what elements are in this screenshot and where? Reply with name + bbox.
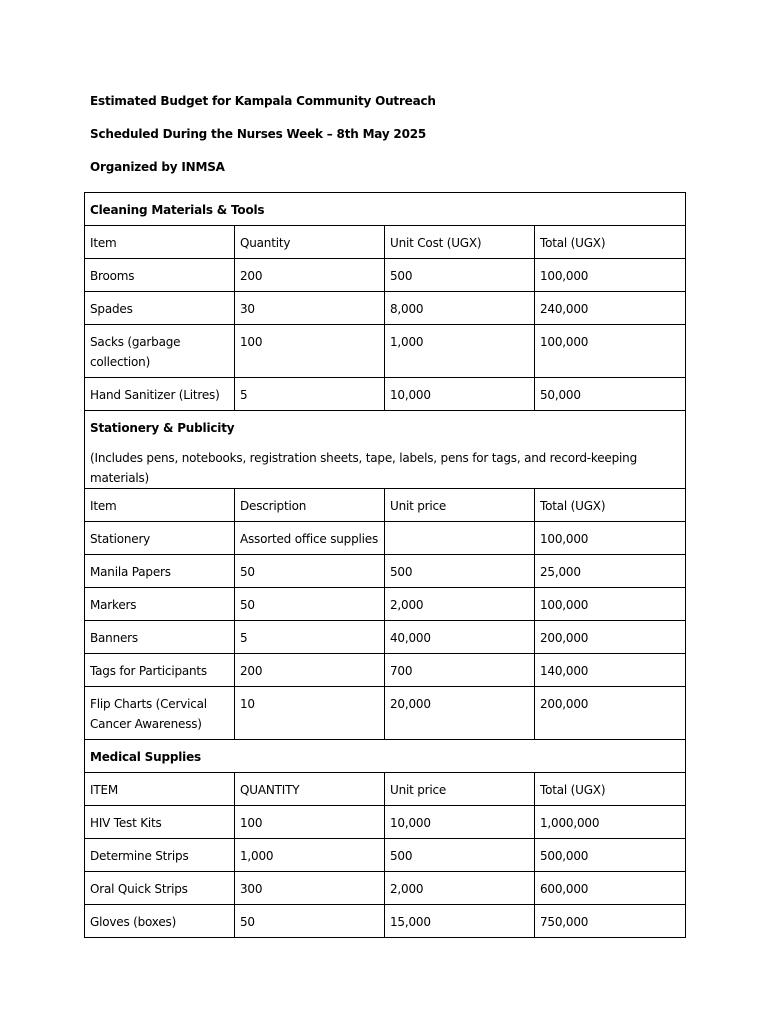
total-cell: 750,000: [535, 905, 686, 938]
table-row: [85, 839, 686, 872]
section-title: Cleaning Materials & Tools: [85, 193, 686, 226]
total-cell: 200,000: [535, 687, 686, 740]
column-header-row: [85, 773, 686, 806]
unit-price-cell: 500: [385, 839, 535, 872]
section-header-medical: [85, 740, 686, 773]
section-note: (Includes pens, notebooks, registration sheets, tape, labels, pens for tags, and record-keeping materials): [90, 451, 637, 485]
item-cell: HIV Test Kits: [85, 806, 235, 839]
total-cell: 25,000: [535, 555, 686, 588]
item-cell: Hand Sanitizer (Litres): [85, 378, 235, 411]
unit-price-cell: 500: [385, 555, 535, 588]
item-cell: Determine Strips: [85, 839, 235, 872]
unit-price-cell: 15,000: [385, 905, 535, 938]
total-cell: 500,000: [535, 839, 686, 872]
column-header: Quantity: [235, 226, 385, 259]
quantity-cell: 200: [235, 259, 385, 292]
section-cell: [85, 411, 686, 489]
column-header-row: [85, 226, 686, 259]
table-row: [85, 588, 686, 621]
column-header: ITEM: [85, 773, 235, 806]
unit-price-cell: [385, 522, 535, 555]
total-cell: 200,000: [535, 621, 686, 654]
table-row: [85, 806, 686, 839]
quantity-cell: 300: [235, 872, 385, 905]
column-header: Unit price: [385, 489, 535, 522]
unit-cost-cell: 10,000: [385, 378, 535, 411]
total-cell: 1,000,000: [535, 806, 686, 839]
item-cell: Sacks (garbage collection): [85, 325, 235, 378]
item-cell: Stationery: [85, 522, 235, 555]
section-title: Medical Supplies: [85, 740, 686, 773]
unit-price-cell: 2,000: [385, 588, 535, 621]
table-row: [85, 905, 686, 938]
description-cell: 5: [235, 621, 385, 654]
unit-price-cell: 2,000: [385, 872, 535, 905]
table-row: [85, 687, 686, 740]
unit-price-cell: 20,000: [385, 687, 535, 740]
quantity-cell: 100: [235, 325, 385, 378]
section-header-cleaning: [85, 193, 686, 226]
table-row: [85, 292, 686, 325]
total-cell: 100,000: [535, 259, 686, 292]
quantity-cell: 50: [235, 905, 385, 938]
document-title: Estimated Budget for Kampala Community Outreach: [90, 94, 436, 108]
quantity-cell: 100: [235, 806, 385, 839]
column-header: Item: [85, 489, 235, 522]
item-cell: Brooms: [85, 259, 235, 292]
total-cell: 600,000: [535, 872, 686, 905]
quantity-cell: 1,000: [235, 839, 385, 872]
item-cell: Markers: [85, 588, 235, 621]
total-cell: 100,000: [535, 325, 686, 378]
table-row: [85, 259, 686, 292]
description-cell: 200: [235, 654, 385, 687]
item-cell: Banners: [85, 621, 235, 654]
document-organizer: Organized by INMSA: [90, 160, 225, 174]
unit-cost-cell: 1,000: [385, 325, 535, 378]
description-cell: Assorted office supplies: [235, 522, 385, 555]
item-cell: Oral Quick Strips: [85, 872, 235, 905]
budget-table: [84, 192, 686, 938]
item-cell: Tags for Participants: [85, 654, 235, 687]
description-cell: 50: [235, 555, 385, 588]
column-header: Item: [85, 226, 235, 259]
column-header: Total (UGX): [535, 489, 686, 522]
column-header: Total (UGX): [535, 226, 686, 259]
table-row: [85, 325, 686, 378]
unit-cost-cell: 8,000: [385, 292, 535, 325]
total-cell: 50,000: [535, 378, 686, 411]
total-cell: 100,000: [535, 588, 686, 621]
total-cell: 100,000: [535, 522, 686, 555]
column-header: Description: [235, 489, 385, 522]
item-cell: Spades: [85, 292, 235, 325]
column-header: Unit price: [385, 773, 535, 806]
table-row: [85, 872, 686, 905]
description-cell: 10: [235, 687, 385, 740]
section-title: Stationery & Publicity: [90, 421, 235, 435]
column-header: Unit Cost (UGX): [385, 226, 535, 259]
quantity-cell: 30: [235, 292, 385, 325]
unit-price-cell: 10,000: [385, 806, 535, 839]
item-cell: Gloves (boxes): [85, 905, 235, 938]
total-cell: 140,000: [535, 654, 686, 687]
table-row: [85, 378, 686, 411]
table-row: [85, 555, 686, 588]
item-cell: Flip Charts (Cervical Cancer Awareness): [85, 687, 235, 740]
quantity-cell: 5: [235, 378, 385, 411]
item-cell: Manila Papers: [85, 555, 235, 588]
table-row: [85, 621, 686, 654]
document-subtitle: Scheduled During the Nurses Week – 8th May 2025: [90, 127, 427, 141]
table-row: [85, 654, 686, 687]
unit-price-cell: 40,000: [385, 621, 535, 654]
column-header-row: [85, 489, 686, 522]
column-header: QUANTITY: [235, 773, 385, 806]
table-row: [85, 522, 686, 555]
total-cell: 240,000: [535, 292, 686, 325]
column-header: Total (UGX): [535, 773, 686, 806]
description-cell: 50: [235, 588, 385, 621]
unit-price-cell: 700: [385, 654, 535, 687]
unit-cost-cell: 500: [385, 259, 535, 292]
section-header-stationery: [85, 411, 686, 489]
